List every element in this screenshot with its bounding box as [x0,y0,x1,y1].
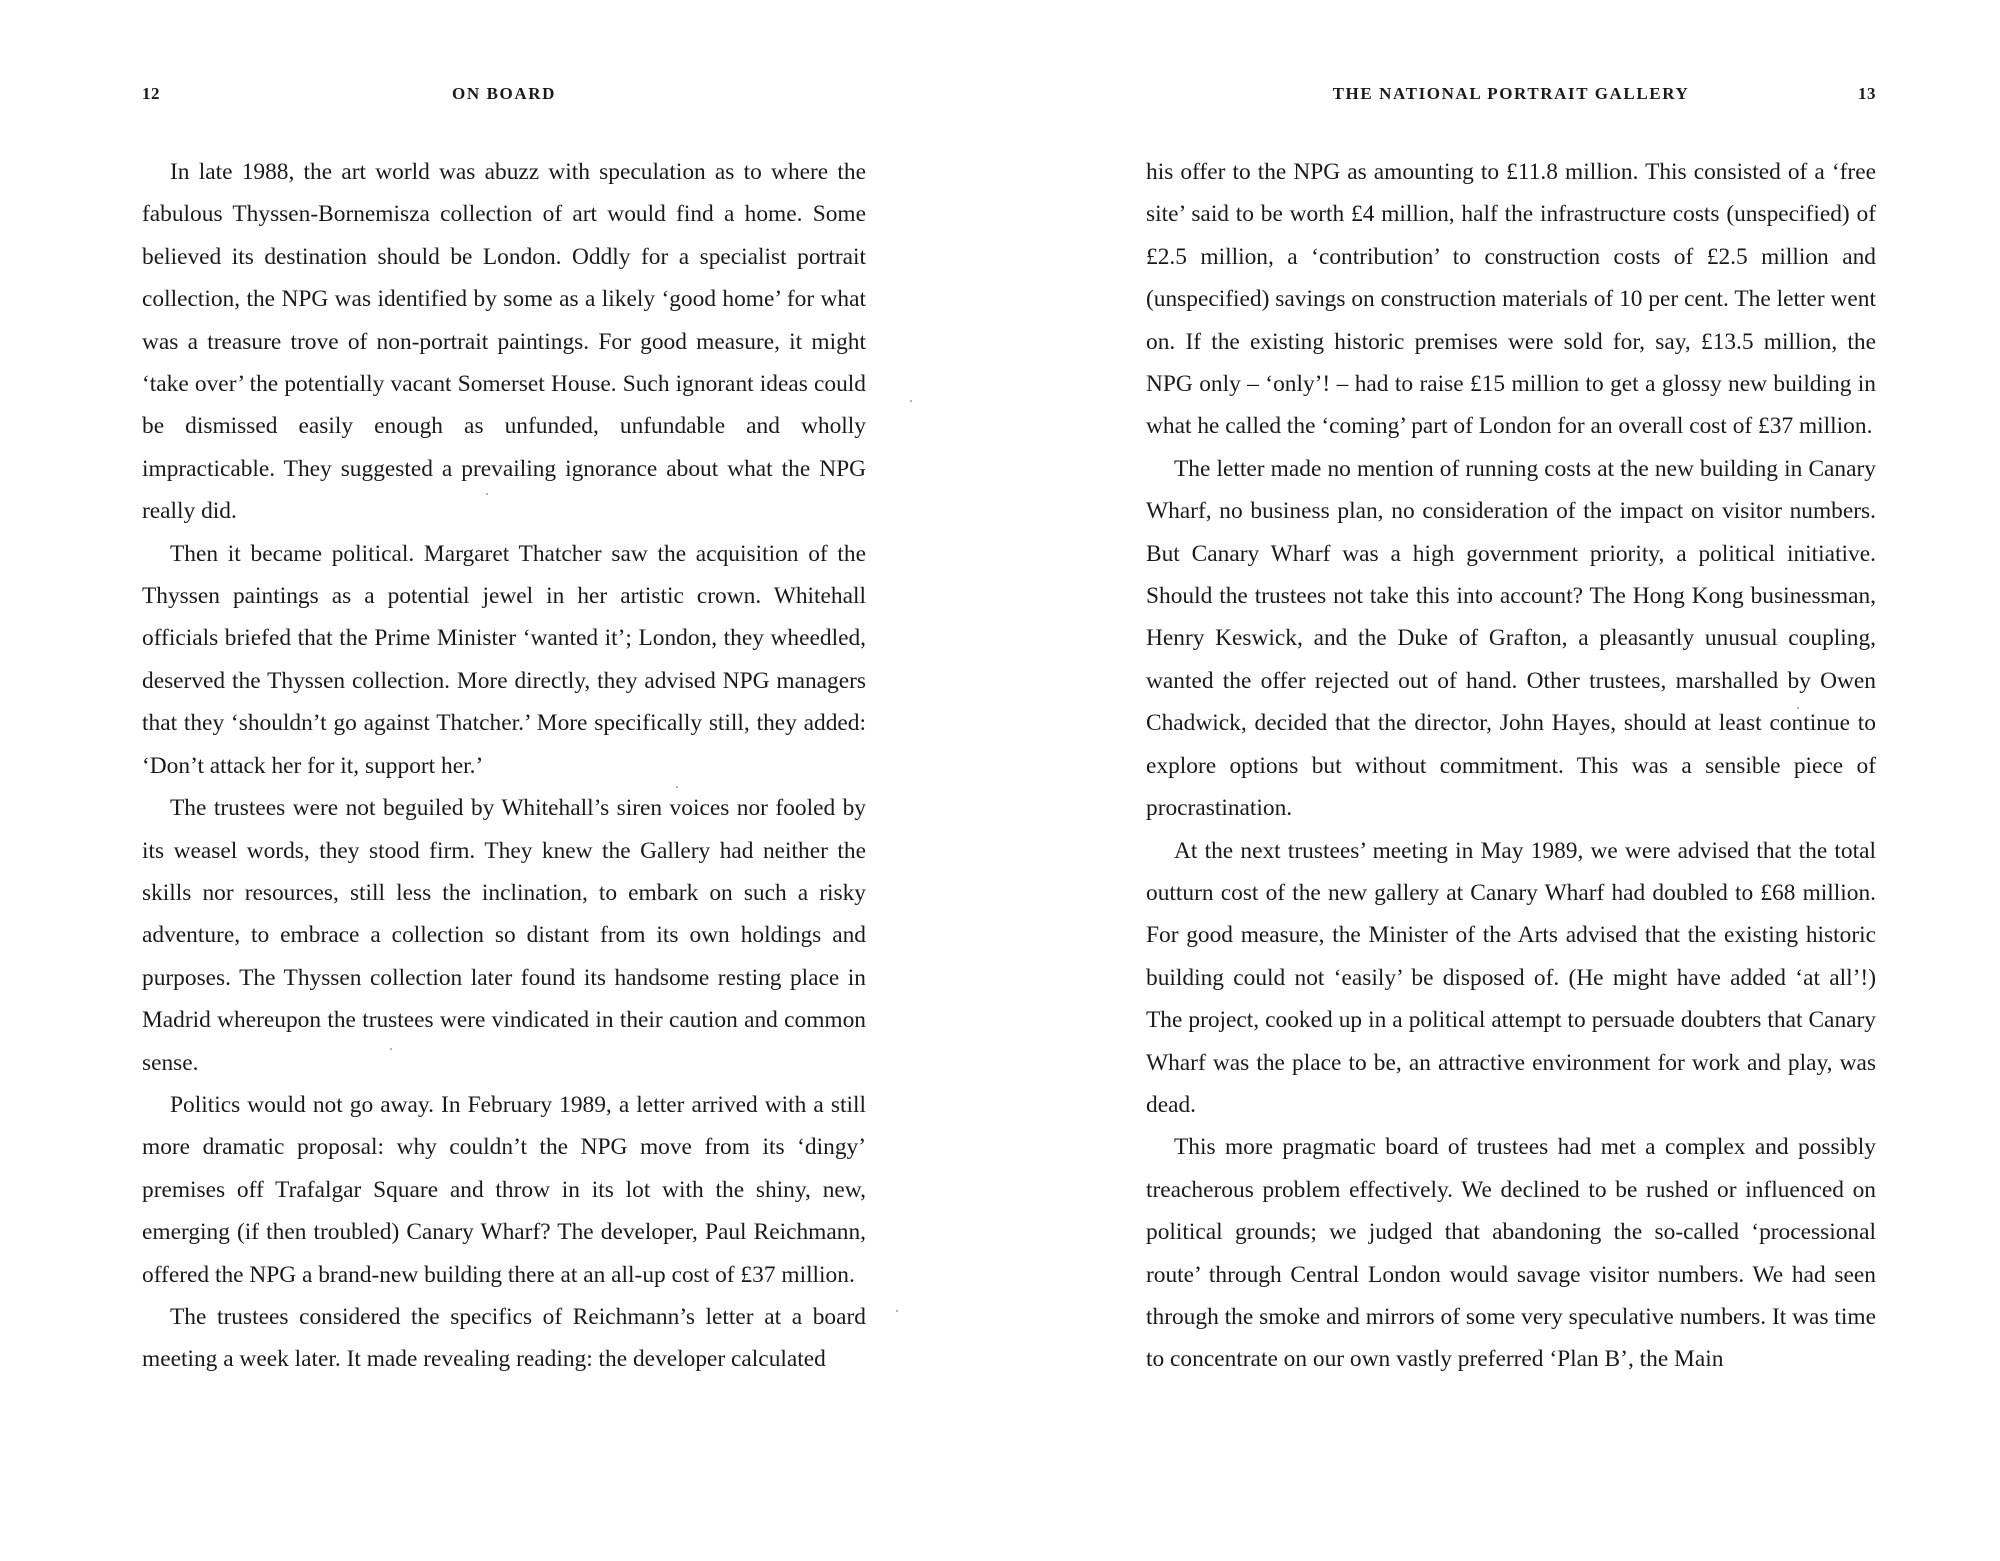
paragraph: At the next trustees’ meeting in May 1989, we were advised that the total outturn cost of the new gallery at Canary Wharf had doubled to £68 million. For good measure, the Minister of the Arts advised that the existing historic building could not ‘easily’ be disposed of. (He might have added ‘at all’!) The project, cooked up in a political attempt to persuade doubters that Canary Wharf was the place to be, an attractive environment for work and play, was dead. [1146,837,1876,1118]
right-running-head [1146,84,1876,108]
paragraph: This more pragmatic board of trustees had met a complex and possibly treacherous problem effectively. We declined to be rushed or influenced on political grounds; we judged that abandoning the so-called ‘processional route’ through Central London would savage visitor numbers. We had seen through the smoke and mirrors of some very speculative numbers. It was time to concentrate on our own vastly preferred ‘Plan B’, the Main [1146,1134,1876,1373]
right-page [1146,0,1876,1561]
left-page-number: 12 [142,84,160,103]
paragraph: The trustees considered the specifics of Reichmann’s letter at a board meeting a week later. It made revealing reading: the developer calculated [142,1303,866,1373]
paper-speck [896,1310,898,1312]
left-page [142,0,866,1561]
paragraph: Politics would not go away. In February 1989, a letter arrived with a still more dramatic proposal: why couldn’t the NPG move from its ‘dingy’ premises off Trafalgar Square and throw in its lot with the shiny, new, emerging (if then troubled) Canary Wharf? The developer, Paul Reichmann, offered the NPG a brand-new building there at an all-up cost of £37 million. [142,1091,866,1288]
paragraph: his offer to the NPG as amounting to £11.8 million. This consisted of a ‘free site’ said to be worth £4 million, half the infrastructure costs (unspecified) of £2.5 million, a ‘contribution’ to construction costs of £2.5 million and (unspecified) savings on construction materials of 10 per cent. The letter went on. If the existing historic premises were sold for, say, £13.5 million, the NPG only – ‘only’! – had to raise £15 million to get a glossy new building in what he called the ‘coming’ part of London for an overall cost of £37 million. [1146,159,1876,440]
paragraph: In late 1988, the art world was abuzz with speculation as to where the fabulous Thyssen-Bornemisza collection of art would find a home. Some believed its destination should be London. Oddly for a specialist portrait collection, the NPG was identified by some as a likely ‘good home’ for what was a treasure trove of non-portrait paintings. For good measure, it might ‘take over’ the potentially vacant Somerset House. Such ignorant ideas could be dismissed easily enough as unfunded, unfundable and wholly impracticable. They suggested a prevailing ignorance about what the NPG really did. [142,159,866,525]
paper-speck [390,1048,392,1050]
paper-speck [486,493,488,495]
left-running-title: ON BOARD [452,84,556,103]
right-running-title: THE NATIONAL PORTRAIT GALLERY [1332,84,1690,103]
paper-speck [1797,707,1799,709]
paragraph: Then it became political. Margaret Thatcher saw the acquisition of the Thyssen paintings as a potential jewel in her artistic crown. Whitehall officials briefed that the Prime Minister ‘wanted it’; London, they wheedled, deserved the Thyssen collection. More directly, they advised NPG managers that they ‘shouldn’t go against Thatcher.’ More specifically still, they added: ‘Don’t attack her for it, support her.’ [142,540,866,779]
right-body-text [1146,151,1876,1381]
paper-speck [676,786,678,788]
paragraph: The trustees were not beguiled by Whitehall’s siren voices nor fooled by its weasel words, they stood firm. They knew the Gallery had neither the skills nor resources, still less the inclination, to embark on such a risky adventure, to embrace a collection so distant from its own holdings and purposes. The Thyssen collection later found its handsome resting place in Madrid whereupon the trustees were vindicated in their caution and common sense. [142,795,866,1076]
paragraph: The letter made no mention of running costs at the new building in Canary Wharf, no business plan, no consideration of the impact on visitor numbers. But Canary Wharf was a high government priority, a political initiative. Should the trustees not take this into account? The Hong Kong businessman, Henry Keswick, and the Duke of Grafton, a pleasantly unusual coupling, wanted the offer rejected out of hand. Other trustees, marshalled by Owen Chadwick, decided that the director, John Hayes, should at least continue to explore options but without commitment. This was a sensible piece of procrastination. [1146,455,1876,822]
left-body-text [142,151,866,1381]
right-page-number: 13 [1858,84,1876,103]
paper-speck [910,400,912,402]
left-running-head [142,84,866,108]
